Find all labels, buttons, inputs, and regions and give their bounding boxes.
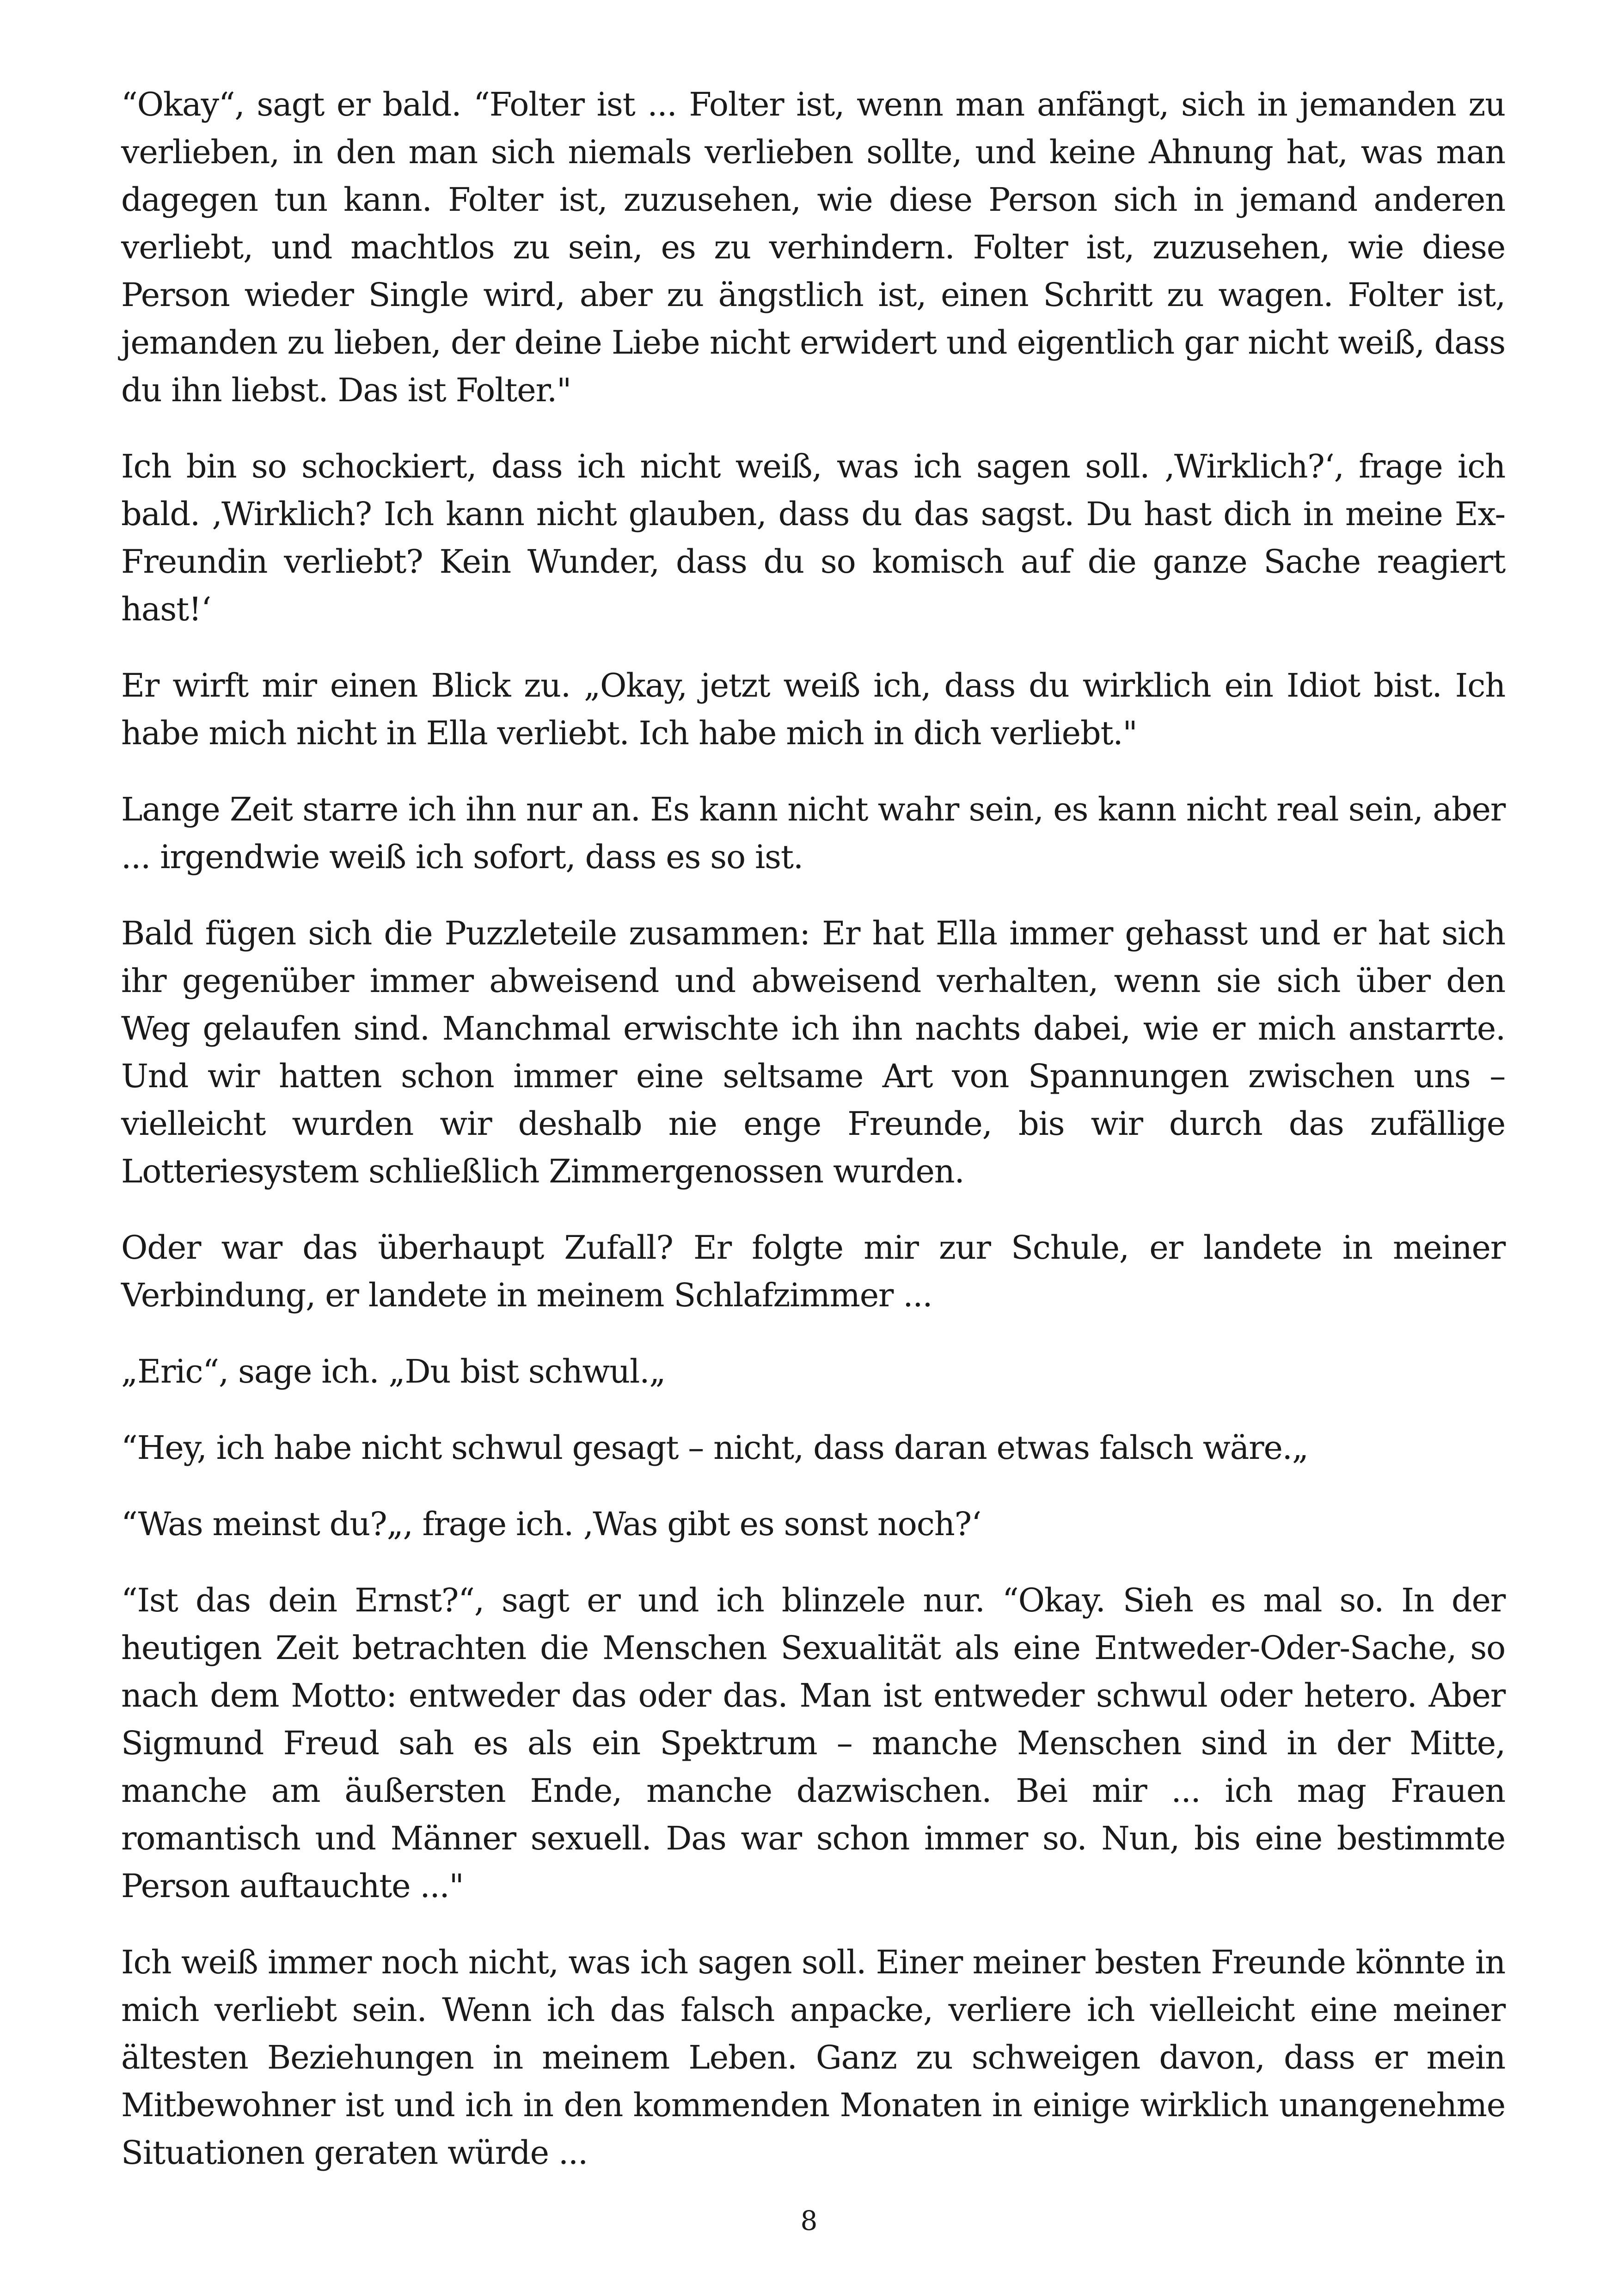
page-body xyxy=(121,81,1505,2205)
paragraph: Oder war das überhaupt Zufall? Er folgte mir zur Schule, er landete in meiner Verbindung, er landete in meinem Schlafzimmer ... xyxy=(121,1229,1505,1314)
paragraph: “Ist das dein Ernst?“, sagt er und ich blinzele nur. “Okay. Sieh es mal so. In der heutigen Zeit betrachten die Menschen Sexualität als eine Entweder-Oder-Sache, so nach dem Motto: entweder das oder das. Man ist entweder schwul oder hetero. Aber Sigmund Freud sah es als ein Spektrum – manche Menschen sind in der Mitte, manche am äußersten Ende, manche dazwischen. Bei mir ... ich mag Frauen romantisch und Männer sexuell. Das war schon immer so. Nun, bis eine bestimmte Person auftauchte ..." xyxy=(121,1581,1505,1905)
paragraph: Ich weiß immer noch nicht, was ich sagen soll. Einer meiner besten Freunde könnte in mich verliebt sein. Wenn ich das falsch anpacke, verliere ich vielleicht eine meiner ältesten Beziehungen in meinem Leben. Ganz zu schweigen davon, dass er mein Mitbewohner ist und ich in den kommenden Monaten in einige wirklich unangenehme Situationen geraten würde ... xyxy=(121,1943,1505,2172)
paragraph: Ich bin so schockiert, dass ich nicht weiß, was ich sagen soll. ‚Wirklich?‘, frage ich bald. ‚Wirklich? Ich kann nicht glauben, dass du das sagst. Du hast dich in meine Ex-Freundin verliebt? Kein Wunder, dass du so komisch auf die ganze Sache reagiert hast!‘ xyxy=(121,447,1505,628)
paragraph: Er wirft mir einen Blick zu. „Okay, jetzt weiß ich, dass du wirklich ein Idiot bist. Ich habe mich nicht in Ella verliebt. Ich habe mich in dich verliebt." xyxy=(121,667,1505,752)
paragraph: Lange Zeit starre ich ihn nur an. Es kann nicht wahr sein, es kann nicht real sein, aber ... irgendwie weiß ich sofort, dass es so ist. xyxy=(121,790,1505,876)
paragraph: “Okay“, sagt er bald. “Folter ist ... Folter ist, wenn man anfängt, sich in jemanden zu verlieben, in den man sich niemals verlieben sollte, und keine Ahnung hat, was man dagegen tun kann. Folter ist, zuzusehen, wie diese Person sich in jemand anderen verliebt, und machtlos zu sein, es zu verhindern. Folter ist, zuzusehen, wie diese Person wieder Single wird, aber zu ängstlich ist, einen Schritt zu wagen. Folter ist, jemanden zu lieben, der deine Liebe nicht erwidert und eigentlich gar nicht weiß, dass du ihn liebst. Das ist Folter." xyxy=(121,86,1505,409)
paragraph: “Was meinst du?„, frage ich. ‚Was gibt es sonst noch?‘ xyxy=(121,1505,981,1543)
paragraph: Bald fügen sich die Puzzleteile zusammen: Er hat Ella immer gehasst und er hat sich ihr gegenüber immer abweisend und abweisend verhalten, wenn sie sich über den Weg gelaufen sind. Manchmal erwischte ich ihn nachts dabei, wie er mich anstarrte. Und wir hatten schon immer eine seltsame Art von Spannungen zwischen uns – vielleicht wurden wir deshalb nie enge Freunde, bis wir durch das zufällige Lotteriesystem schließlich Zimmergenossen wurden. xyxy=(121,914,1505,1190)
paragraph: „Eric“, sage ich. „Du bist schwul.„ xyxy=(121,1353,666,1390)
page-number: 8 xyxy=(800,2205,818,2236)
paragraph: “Hey, ich habe nicht schwul gesagt – nicht, dass daran etwas falsch wäre.„ xyxy=(121,1429,1308,1467)
